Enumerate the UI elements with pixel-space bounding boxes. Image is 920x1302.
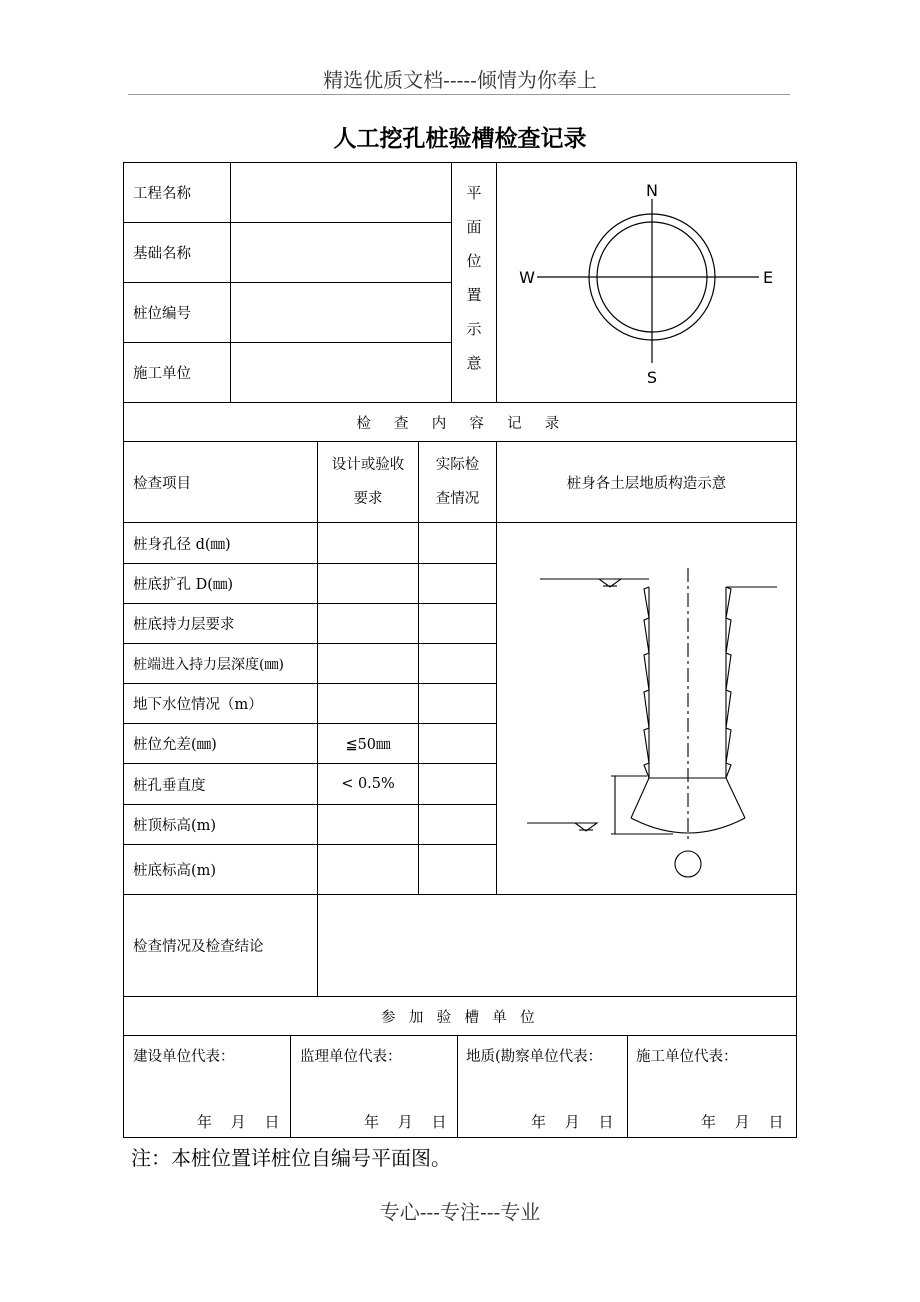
check-item-requirement xyxy=(318,644,418,683)
rep-date-geology: 年 月 日 xyxy=(531,1113,614,1131)
detail-circle xyxy=(675,851,701,877)
check-item-requirement: < 0.5% xyxy=(341,776,395,792)
rep-label-owner: 建设单位代表： xyxy=(133,1049,235,1065)
check-item-actual[interactable] xyxy=(419,523,496,563)
check-item-label: 桩底扩孔 D(㎜) xyxy=(133,577,234,593)
check-item-requirement xyxy=(318,564,418,603)
inspection-content-title: 检 查 内 容 记 录 xyxy=(356,415,564,432)
check-item-label: 地下水位情况（m） xyxy=(133,697,263,713)
bell-side-left xyxy=(631,778,649,818)
retaining-ring-right xyxy=(726,587,731,778)
west-label: W xyxy=(519,268,535,287)
rep-date-construction: 年 月 日 xyxy=(701,1113,784,1131)
conclusion-label: 检查情况及检查结论 xyxy=(133,939,264,955)
col-header-item: 检查项目 xyxy=(133,475,191,492)
check-item-label: 桩顶标高(m) xyxy=(133,818,217,834)
check-item-requirement xyxy=(318,523,418,563)
check-item-actual[interactable] xyxy=(419,845,496,894)
foundation-name-label: 基础名称 xyxy=(133,246,191,262)
check-item-actual[interactable] xyxy=(419,564,496,603)
compass-diagram xyxy=(497,163,796,402)
rep-date-supervisor: 年 月 日 xyxy=(364,1113,447,1131)
page-header: 精选优质文档-----倾情为你奉上 xyxy=(323,68,597,92)
east-label: E xyxy=(762,268,774,287)
pile-number-label: 桩位编号 xyxy=(133,306,191,322)
document-title: 人工挖孔桩验槽检查记录 xyxy=(333,125,587,152)
plan-position-label: 平 面 位 置 示 意 xyxy=(466,184,482,372)
check-item-requirement: ≦50㎜ xyxy=(345,737,391,753)
check-item-requirement xyxy=(318,684,418,723)
participants-title: 参 加 验 槽 单 位 xyxy=(381,1009,539,1026)
check-item-requirement xyxy=(318,845,418,894)
check-item-actual[interactable] xyxy=(419,724,496,763)
bell-side-right xyxy=(726,778,745,818)
north-label: N xyxy=(646,181,658,200)
pile-number-field[interactable] xyxy=(231,283,451,342)
col-header-actual: 实际检 查情况 xyxy=(435,457,480,507)
check-item-label: 桩位允差(㎜) xyxy=(133,737,217,753)
rep-label-supervisor: 监理单位代表： xyxy=(300,1049,402,1065)
check-item-label: 桩底持力层要求 xyxy=(133,617,235,633)
project-name-label: 工程名称 xyxy=(133,186,191,202)
check-item-actual[interactable] xyxy=(419,644,496,683)
rep-date-owner: 年 月 日 xyxy=(197,1113,280,1131)
foundation-name-field[interactable] xyxy=(231,223,451,282)
check-item-actual[interactable] xyxy=(419,764,496,804)
check-item-label: 桩孔垂直度 xyxy=(133,777,206,794)
col-header-design: 设计或验收 要求 xyxy=(331,457,405,507)
col-header-geology: 桩身各土层地质构造示意 xyxy=(566,475,727,492)
check-item-label: 桩端进入持力层深度(㎜) xyxy=(133,656,284,673)
check-item-actual[interactable] xyxy=(419,684,496,723)
rep-label-geology: 地质(勘察单位代表： xyxy=(466,1049,603,1065)
check-item-label: 桩身孔径 d(㎜) xyxy=(133,536,231,553)
check-item-label: 桩底标高(m) xyxy=(133,863,217,879)
check-item-actual[interactable] xyxy=(419,604,496,643)
check-item-requirement xyxy=(318,805,418,844)
check-item-requirement xyxy=(318,604,418,643)
rep-label-construction: 施工单位代表： xyxy=(636,1049,738,1065)
page-footer: 专心---专注---专业 xyxy=(379,1200,541,1224)
conclusion-field[interactable] xyxy=(318,895,796,996)
pile-geology-diagram xyxy=(497,523,796,894)
construction-unit-label: 施工单位 xyxy=(133,366,191,382)
footnote: 注：本桩位置详桩位自编号平面图。 xyxy=(131,1146,451,1170)
project-name-field[interactable] xyxy=(231,163,451,222)
retaining-ring-left xyxy=(644,587,649,778)
check-item-actual[interactable] xyxy=(419,805,496,844)
construction-unit-field[interactable] xyxy=(231,343,451,402)
south-label: S xyxy=(646,368,658,387)
